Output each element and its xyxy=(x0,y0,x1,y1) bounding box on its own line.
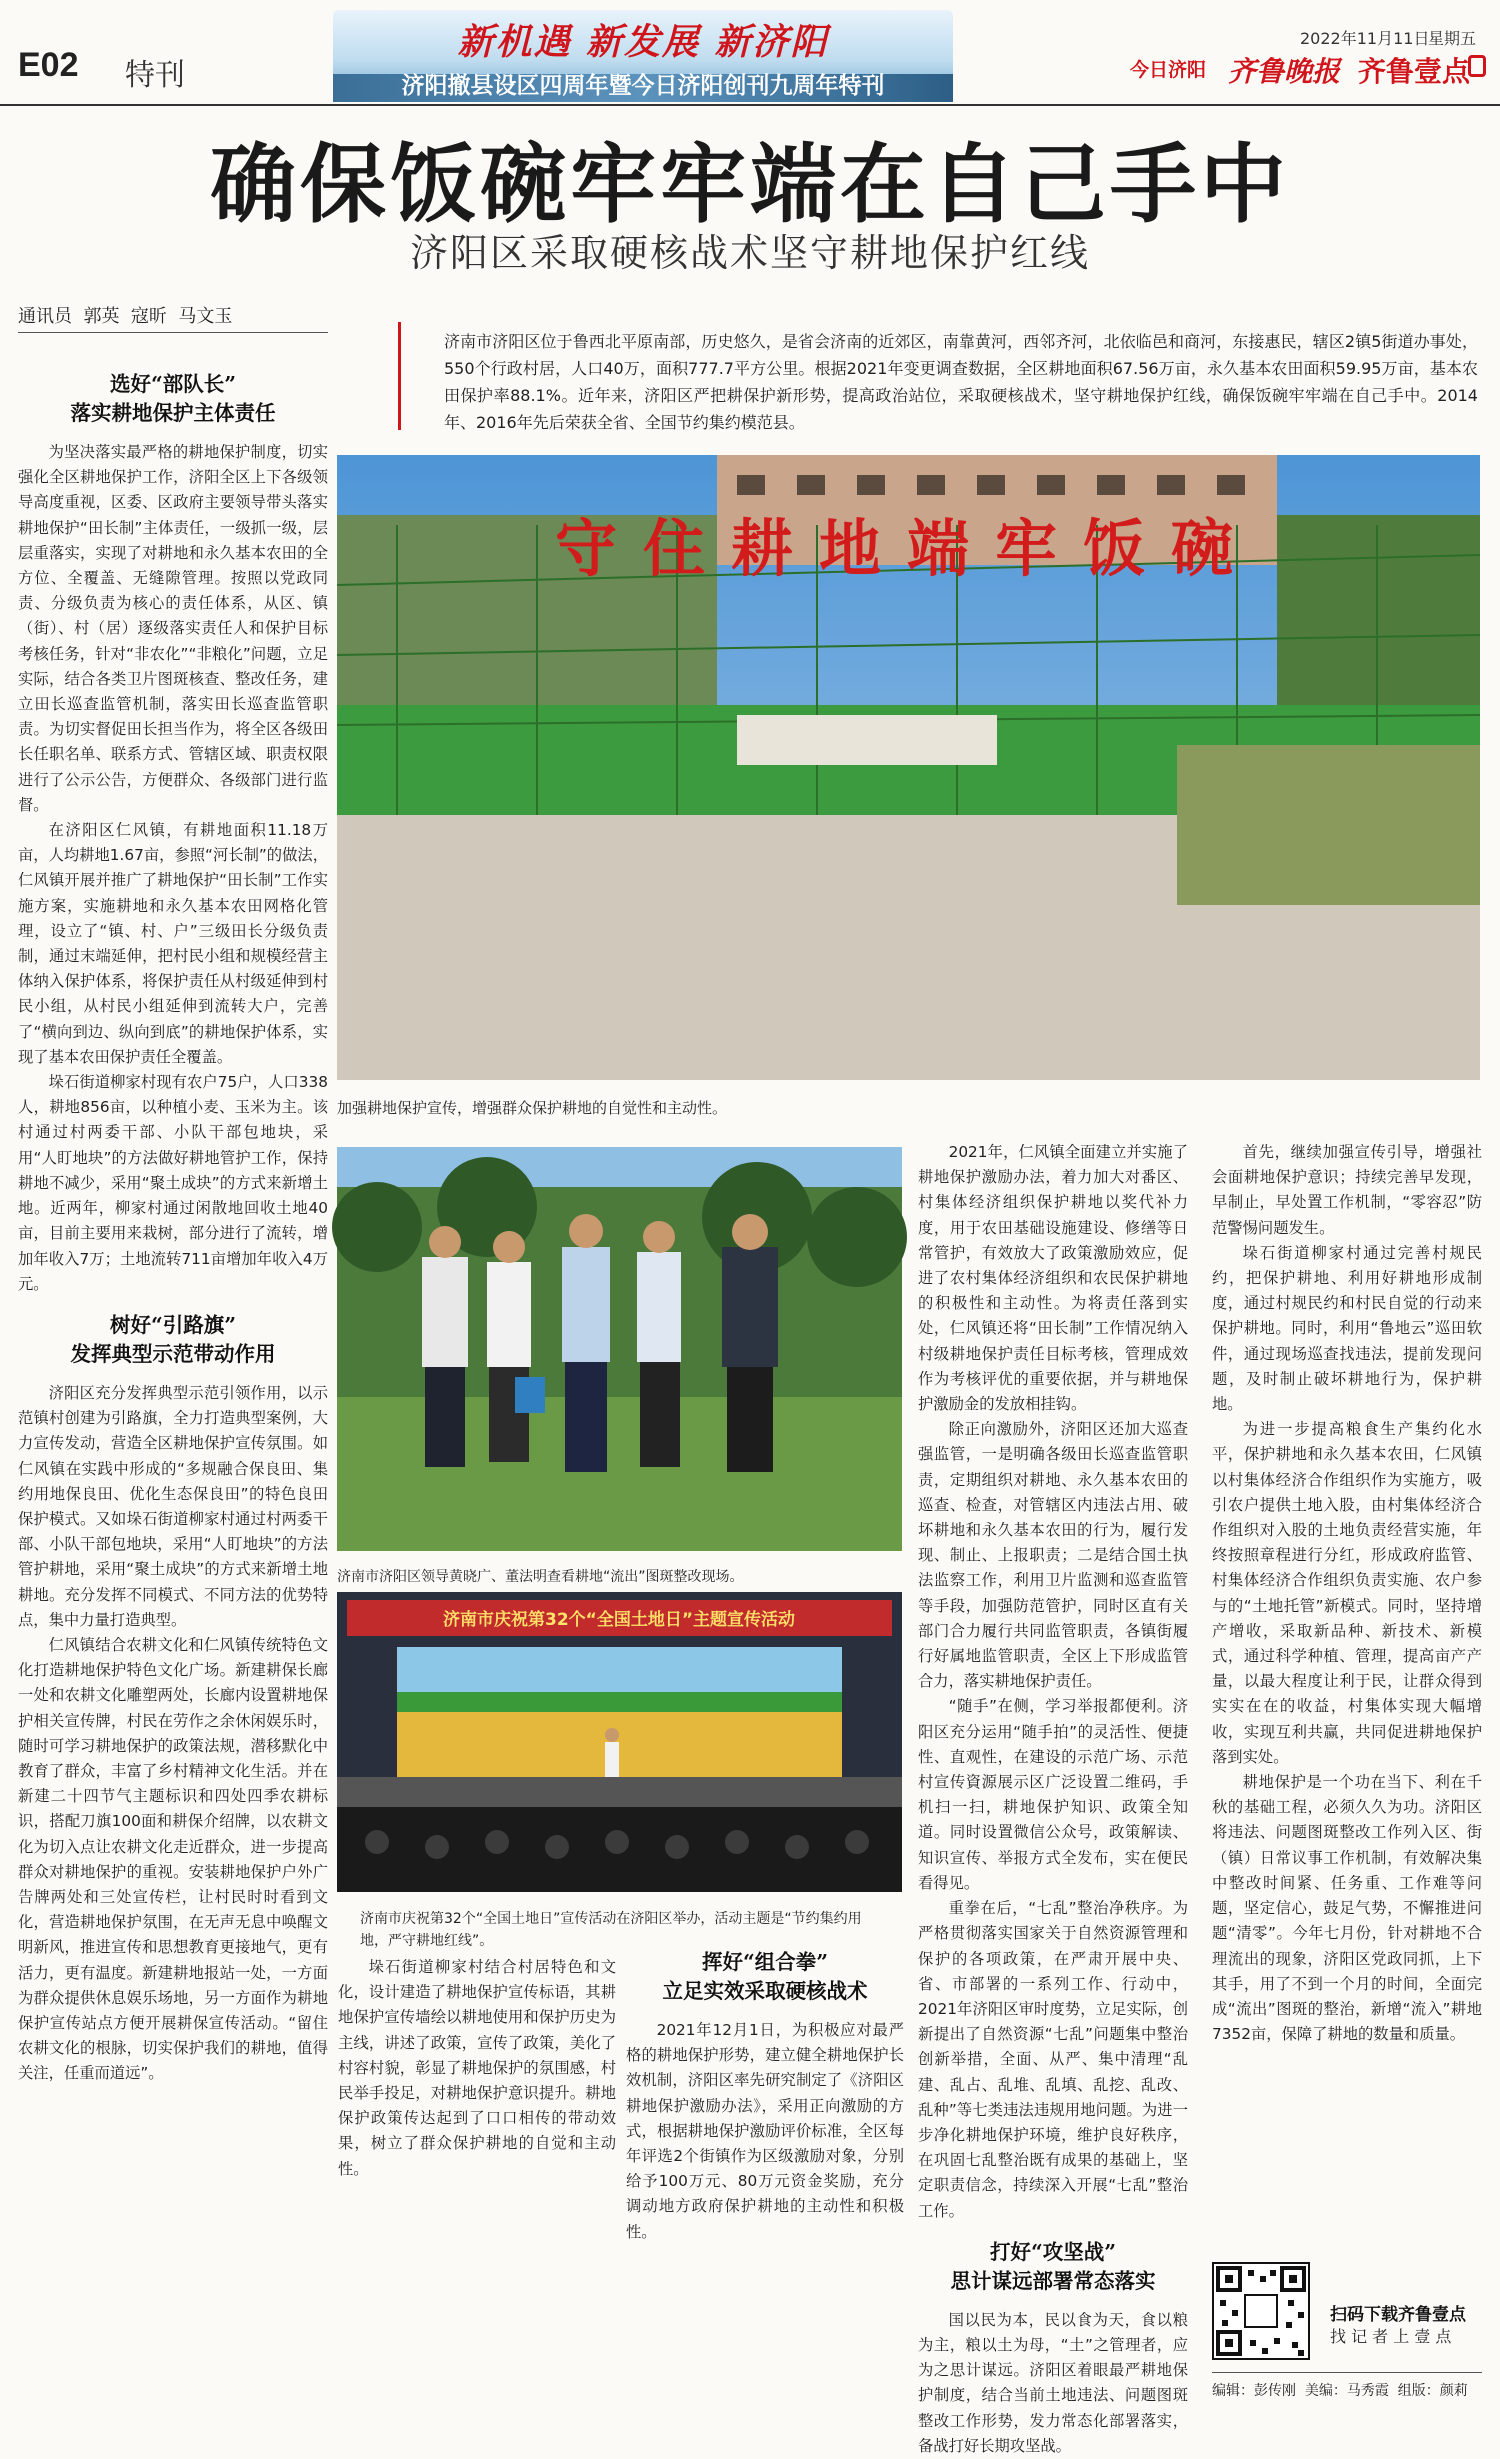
paragraph: 2021年12月1日，为积极应对最严格的耕地保护形势，建立健全耕地保护长效机制，济阳区率先研究制定了《济阳区耕地保护激励办法》，采用正向激励的方式，根据耕地保护激励评价标准，全区每年评选2个街镇作为区级激励对象，分别给予100万元、80万元资金奖励，充分调动地方政府保护耕地的主动性和积极性。 xyxy=(626,2021,904,2241)
photo-officials-inspection-illustration xyxy=(337,1147,902,1551)
section-heading-4-line2: 思计谋远部署常态落实 xyxy=(950,2268,1156,2293)
byline: 通讯员 郭英 寇昕 马文玉 xyxy=(18,306,233,327)
qr-prompt-line2: 找 记 者 上 壹 点 xyxy=(1330,2327,1452,2346)
right-column xyxy=(1212,1140,1482,2044)
paragraph: “随手”在侧，学习举报都便利。济阳区充分运用“随手拍”的灵活性、便捷性、直观性，在建设的示范广场、示范村宣传資源展示区广泛设置二维码，手机扫一扫，耕地保护知识、政策全知道。同时设置微信公众号，政策解读、知识宣传、举报方式全发布，实在便民看得见。 xyxy=(918,1697,1188,1892)
footer-divider xyxy=(1212,2372,1482,2373)
app-logo-icon xyxy=(1468,55,1486,77)
byline-divider xyxy=(18,332,328,333)
section-heading-4-line1: 打好“攻坚战” xyxy=(989,2239,1117,2264)
paragraph: 垛石街道柳家村现有农户75户，人口338人，耕地856亩，以种植小麦、玉米为主。该村通过村两委干部、小队干部包地块，采用“人盯地块”的方法做好耕地管护工作，保持耕地不减少，采用“聚土成块”的方式来新增土地。近两年，柳家村通过闲散地回收土地40亩，目前主要用来栽树，部分进行了流转，增加年收入7万；土地流转711亩增加年收入4万元。 xyxy=(18,1073,328,1293)
photo-caption-2: 济南市济阳区领导黄晓广、董法明查看耕地“流出”图斑整改现场。 xyxy=(337,1569,744,1585)
paragraph: 重拳在后，“七乱”整治净秩序。为严格贯彻落实国家关于自然资源管理和保护的各项政策，在严肃开展中央、省、市部署的一系列工作、行动中，2021年济阳区审时度势，立足实际，创新提出了自然资源“七乱”问题集中整治创新举措，全面、从严、集中清理“乱建、乱占、乱堆、乱填、乱挖、乱改、乱种”等七类违法违规用地问题。为进一步净化耕地保护环境，维护良好秩序，在巩固七乱整治既有成果的基础上，坚定职责信念，持续深入开展“七乱”整治工作。 xyxy=(918,1899,1188,2220)
paragraph: 首先，继续加强宣传引导，增强社会面耕地保护意识；持续完善早发现，早制止，早处置工作机制，“零容忍”防范警惕问题发生。 xyxy=(1212,1143,1482,1237)
paragraph: 仁风镇结合农耕文化和仁风镇传统特色文化打造耕地保护特色文化广场。新建耕保长廊一处和农耕文化雕塑两处，长廊内设置耕地保护相关宣传牌，村民在劳作之余休闲娱乐时，随时可学习耕地保护的政策法规，潜移默化中教育了群众，丰富了乡村精神文化生活。并在新建二十四节气主题标识和四处四季农耕标识，搭配刀旗100面和耕保介绍牌，以农耕文化为切入点让农耕文化走近群众，进一步提高群众对耕地保护的重视。安装耕地保护户外广告牌两处和三处宣传栏，让村民时时看到文化，营造耕地保护氛围，在无声无息中唤醒文明新风，推进宣传和思想教育更接地气，更有活力，更有温度。新建耕地报站一处，一方面为群众提供休息娱乐场地，另一方面作为耕地保护宣传站点方便开展耕保宣传活动。“留住农耕文化的根脉，切实保护我们的耕地，值得关注，任重而道远”。 xyxy=(18,1635,328,2083)
section-label: 特刊 xyxy=(125,58,185,93)
photo-caption-1: 加强耕地保护宣传，增强群众保护耕地的自觉性和主动性。 xyxy=(337,1099,728,1117)
paragraph: 国以民为本，民以食为天，食以粮为主，粮以土为母，“土”之管理者，应为之思计谋远。济阳区着眼最严耕地保护制度，结合当前土地违法、问题图斑整改工作形势，发力常态化部署落实，备战打好长期攻坚战。 xyxy=(918,2310,1188,2455)
editor-credits: 编辑：彭传刚 美编：马秀霞 组版：颜莉 xyxy=(1212,2383,1468,2399)
app-logo: 齐鲁壹点 xyxy=(1358,55,1471,88)
photo-land-day-event-illustration xyxy=(337,1592,902,1892)
banner-slogan: 新机遇 新发展 新济阳 xyxy=(457,21,829,63)
article-subheadline: 济阳区采取硬核战术坚守耕地保护红线 xyxy=(409,231,1090,275)
intro-box xyxy=(398,316,1478,434)
section-heading-2 xyxy=(18,1311,328,1369)
section-heading-3-line1: 挥好“组合拳” xyxy=(701,1950,829,1974)
section-heading-4 xyxy=(918,2238,1188,2296)
intro-text: 济南市济阳区位于鲁西北平原南部，历史悠久，是省会济南的近郊区，南靠黄河，西邻齐河，北依临邑和商河，东接惠民，辖区2镇5街道办事处，550个行政村居，人口40万，面积777.7平方公里。根据2021年变更调查数据，全区耕地面积67.56万亩，永久基本农田面积59.95万亩，基本农田保护率88.1%。近年来，济阳区严把耕保护新形势，提高政治站位，采取硬核战术，坚守耕地保护红线，确保饭碗牢牢端在自己手中。2014年、2016年先后荣获全省、全国节约集约模范县。 xyxy=(444,332,1478,432)
qr-center-logo xyxy=(1244,2294,1278,2328)
intro-accent-bar xyxy=(398,322,401,430)
banner-subtitle: 济阳撤县设区四周年暨今日济阳创刊九周年特刊 xyxy=(401,73,885,99)
event-screen-title: 济南市庆祝第32个“全国土地日”主题宣传活动 xyxy=(442,1610,796,1630)
paragraph: 垛石街道柳家村结合村居特色和文化，设计建造了耕地保护宣传标语，其耕地保护宣传墙绘以耕地使用和保护历史为主线，讲述了政策，宣传了政策，美化了村容村貌，彰显了耕地保护的氛围感，村民举手投足，对耕地保护意识提升。耕地保护政策传达起到了口口相传的带动效果，树立了群众保护耕地的自觉和主动性。 xyxy=(338,1958,616,2178)
paragraph: 在济阳区仁风镇，有耕地面积11.18万亩，人均耕地1.67亩，参照“河长制”的做法，仁风镇开展并推广了耕地保护“田长制”工作实施方案，实施耕地和永久基本农田网格化管理，设立了“镇、村、户”三级田长分级负责制，通过末端延伸，把村民小组和规模经营主体纳入保护体系，将保护责任从村级延伸到村民小组，从村民小组延伸到流转大户，完善了“横向到边、纵向到底”的耕地保护体系，实现了基本农田保护责任全覆盖。 xyxy=(18,821,328,1066)
header-divider xyxy=(0,104,1500,106)
section-heading-3 xyxy=(626,1948,904,2006)
paragraph: 2021年，仁风镇全面建立并实施了耕地保护激励办法，着力加大对番区、村集体经济组织保护耕地以奖代补力度，用于农田基础设施建设、修缮等日常管护，有效放大了政策激励效应，促进了农村集体经济组织和农民保护耕地的积极性和主动性。为将责任落到实处，仁风镇还将“田长制”工作情况纳入村级耕地保护责任目标考核，管理成效作为考核评优的重要依据，并与耕地保护激励金的发放相挂钩。 xyxy=(918,1143,1188,1414)
article-headline: 确保饭碗牢牢端在自己手中 xyxy=(210,134,1290,235)
local-edition-label: 今日济阳 xyxy=(1130,59,1207,81)
page-number: E02 xyxy=(18,46,79,84)
issue-weekday: 星期五 xyxy=(1428,29,1477,48)
paragraph: 为进一步提高粮食生产集约化水平，保护耕地和永久基本农田，仁风镇以村集体经济合作组织作为实施方，吸引农户提供土地入股，由村集体经济合作组织对入股的土地负责经营实施，年终按照章程进行分红，形成政府监管、村集体经济合作组织负责实施、农户参与的“土地托管”新模式。同时，坚持增产增收，采取新品种、新技术、新模式，通过科学种植、管理，提高亩产产量，以最大程度让利于民，让群众得到实实在在的收益，村集体实现大幅增收，实现互利共赢，共同促进耕地保护落到实处。 xyxy=(1212,1420,1482,1766)
left-column xyxy=(18,362,328,2402)
photo-land-day-event xyxy=(337,1592,902,1892)
photo-farmland-fence-illustration xyxy=(337,455,1480,1080)
paragraph: 垛石街道柳家村通过完善村规民约，把保护耕地、利用好耕地形成制度，通过村规民约和村民自觉的行动来保护耕地。同时，利用“鲁地云”巡田软件，通过现场巡查找违法，提前发现问题，及时制止破坏耕地行为，保护耕地。 xyxy=(1212,1243,1482,1414)
section-heading-1 xyxy=(18,370,328,428)
issue-date: 2022年11月11日 xyxy=(1300,29,1430,48)
download-qr-code[interactable] xyxy=(1212,2262,1310,2360)
middle-right-column xyxy=(918,1140,1188,2455)
fence-slogan-sign: 守住耕地端牢饭碗 xyxy=(554,512,1260,585)
section-heading-1-line2: 落实耕地保护主体责任 xyxy=(70,401,276,425)
section-heading-2-line2: 发挥典型示范带动作用 xyxy=(70,1341,276,1366)
section-heading-3-line2: 立足实效采取硬核战术 xyxy=(662,1979,868,2003)
paragraph: 除正向激励外，济阳区还加大巡查强监管，一是明确各级田长巡查监管职责，定期组织对耕地、永久基本农田的巡查、检查，对管辖区内违法占用、破坏耕地和永久基本农田的行为，履行发现、制止、上报职责；二是结合国土执法监察工作，利用卫片监测和巡查监管等手段，加强防范管护，同时区直有关部门合力履行共同监管职责，各镇街履行好属地监管职责，全区上下形成监管合力，落实耕地保护责任。 xyxy=(918,1420,1188,1691)
page-header xyxy=(0,0,1500,108)
middle-column-lower-1 xyxy=(338,1955,616,2405)
special-issue-banner xyxy=(333,10,953,102)
photo-caption-3: 济南市庆祝第32个“全国土地日”宣传活动在济阳区举办，活动主题是“节约集约用地，严守耕地红线”。 xyxy=(360,1911,862,1949)
photo-farmland-fence xyxy=(337,455,1480,1080)
paragraph: 为坚决落实最严格的耕地保护制度，切实强化全区耕地保护工作，济阳全区上下各级领导高度重视，区委、区政府主要领导带头落实耕地保护“田长制”主体责任，一级抓一级，层层重落实，实现了对耕地和永久基本农田的全方位、全覆盖、无缝隙管理。按照以党政同责、分级负责为核心的责任体系，从区、镇（街）、村（居）逐级落实责任人和保护目标考核任务，针对“非农化”“非粮化”问题，立足实际，结合各类卫片图斑核查、整改任务，建立田长巡查监管机制，落实田长巡查监管职责。为切实督促田长担当作为，将全区各级田长任职名单、联系方式、管辖区域、职责权限进行了公示公告，方便群众、各级部门进行监督。 xyxy=(18,443,328,814)
qr-prompt-line1: 扫码下载齐鲁壹点 xyxy=(1330,2305,1466,2325)
paragraph: 耕地保护是一个功在当下、利在千秋的基础工程，必须久久为功。济阳区将违法、问题图斑整改工作列入区、街（镇）日常议事工作机制，有效解决集中整改时间紧、任务重、工作难等问题，坚定信心，鼓足气势，不懈推进问题“清零”。今年七月份，针对耕地不合理流出的现象，济阳区党政同抓，上下其手，用了不到一个月的时间，全面完成“流出”图斑的整治，新增“流入”耕地7352亩，保障了耕地的数量和质量。 xyxy=(1212,1773,1482,2044)
newspaper-logo: 齐鲁晚报 xyxy=(1228,55,1341,88)
section-heading-1-line1: 选好“部队长” xyxy=(109,372,237,396)
section-heading-2-line1: 树好“引路旗” xyxy=(109,1312,237,1337)
paragraph: 济阳区充分发挥典型示范引领作用，以示范镇村创建为引路旗，全力打造典型案例，大力宣传发动，营造全区耕地保护宣传氛围。如仁风镇在实践中形成的“多规融合保良田、集约用地保良田、优化生态保良田”的特色良田保护模式。又如垛石街道柳家村通过村两委干部、小队干部包地块，采用“人盯地块”的方法管护耕地，采用“聚土成块”的方式来新增土地耕地。充分发挥不同模式、不同方法的优势特点，集中力量打造典型。 xyxy=(18,1383,328,1629)
photo-officials-inspection xyxy=(337,1147,902,1551)
middle-column-lower-2 xyxy=(626,1940,904,2405)
